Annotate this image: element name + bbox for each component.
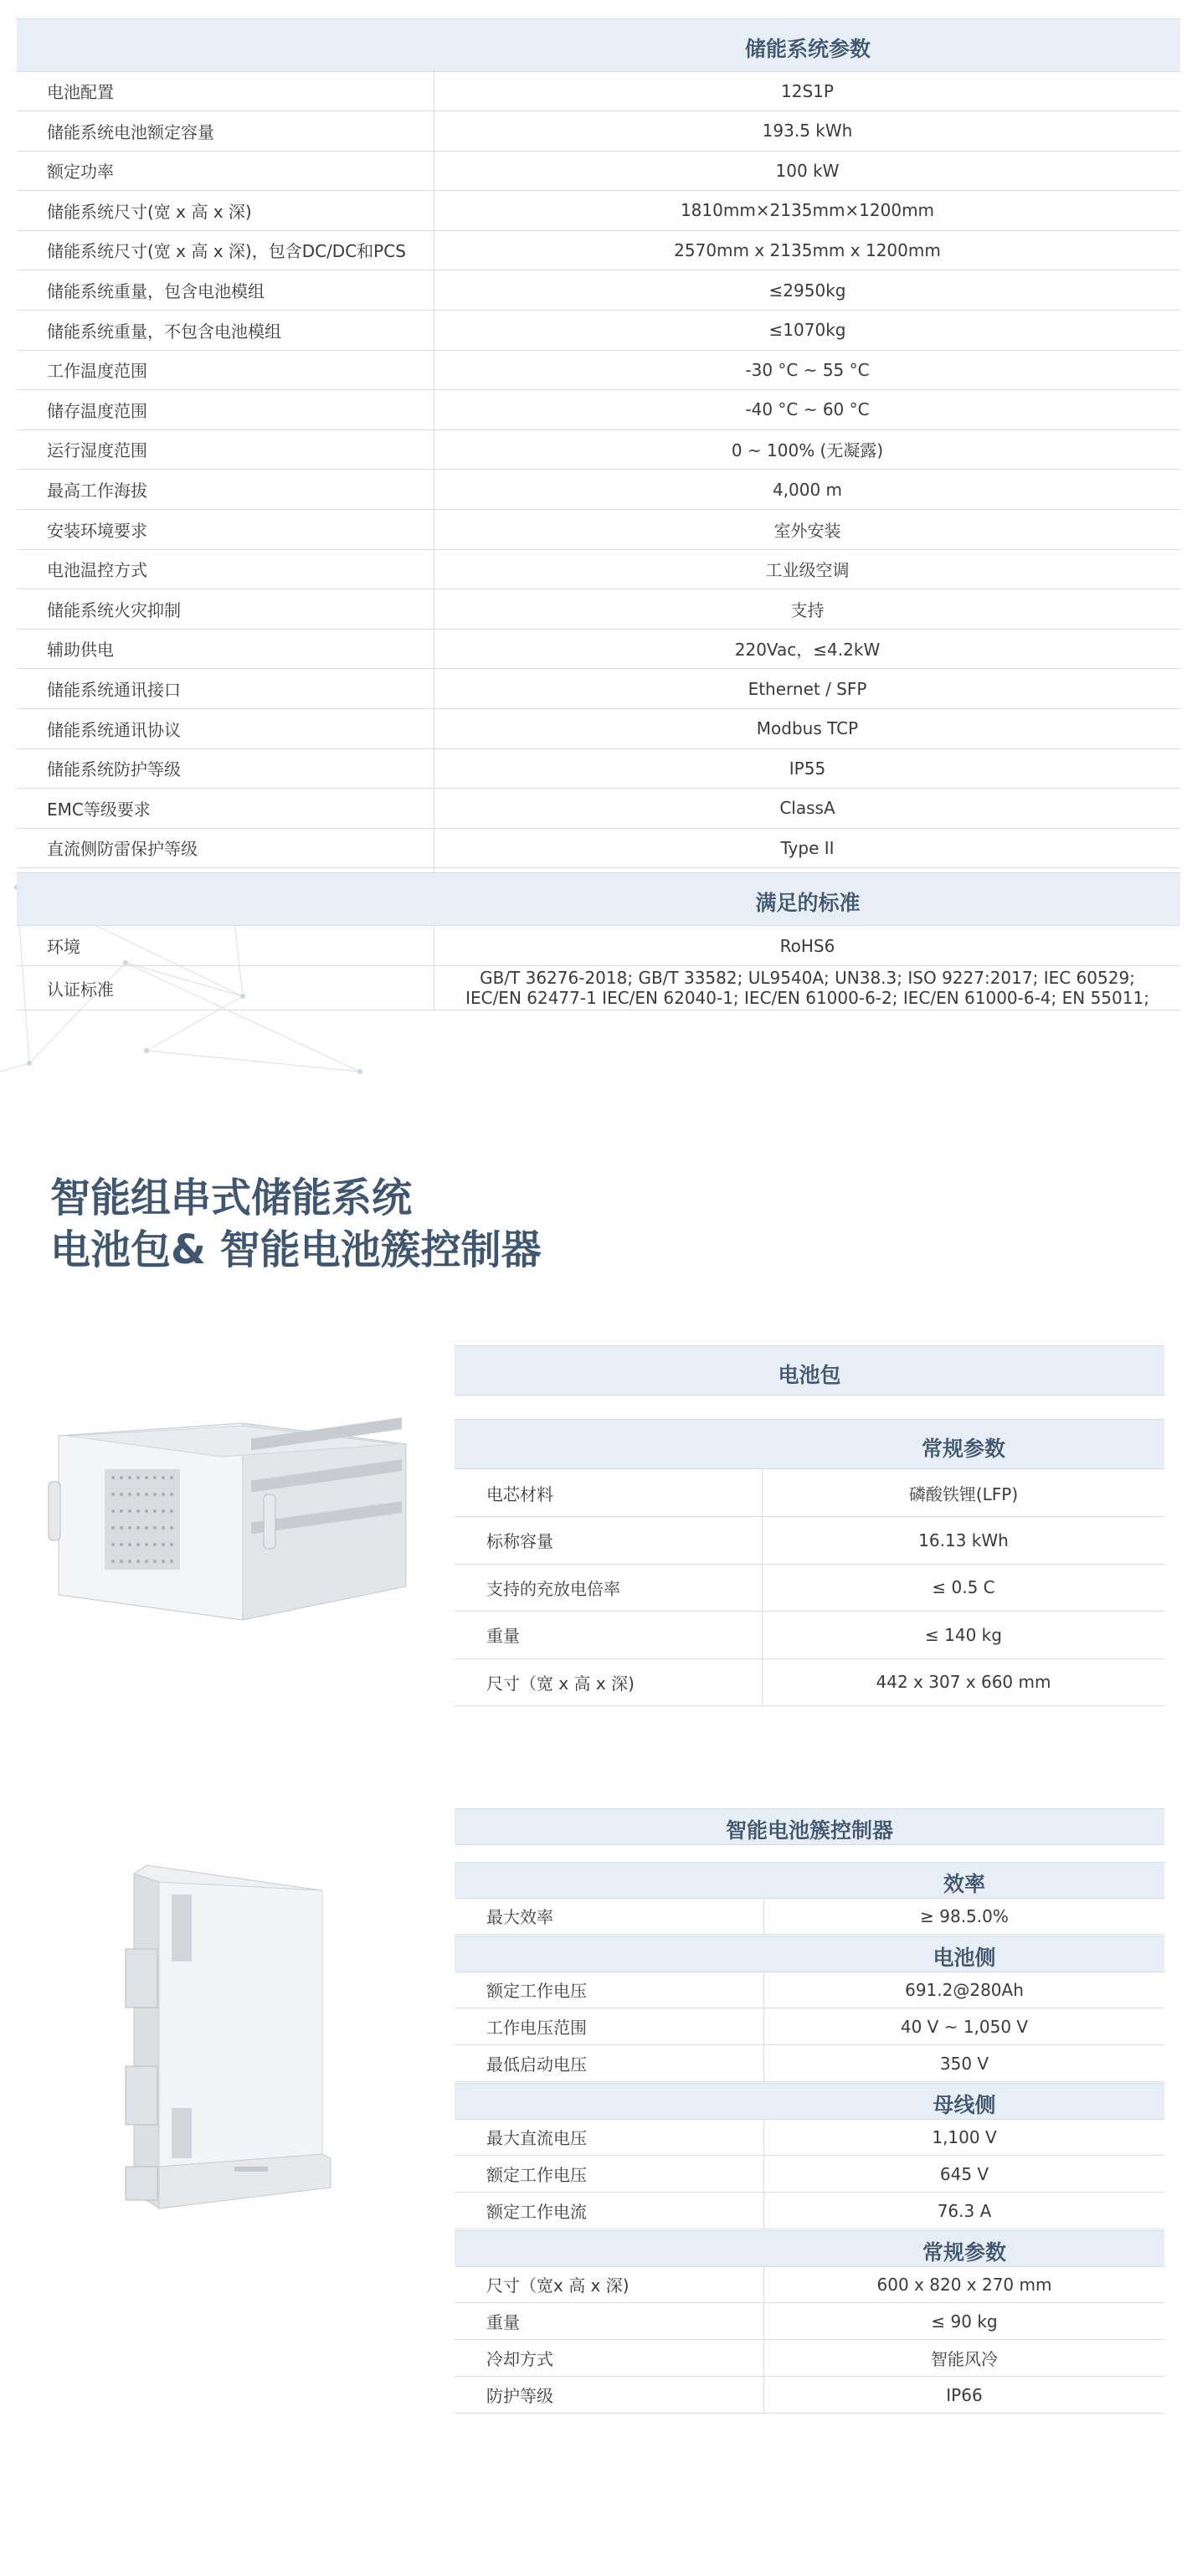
row-label: 额定功率 (47, 162, 114, 183)
table-row (17, 350, 1180, 390)
table-row (17, 629, 1180, 669)
row-value: 350 V (939, 2053, 989, 2074)
row-value: 100 kW (775, 160, 840, 181)
row-label: 电池配置 (47, 82, 114, 102)
row-value: 691.2@280Ah (905, 1979, 1024, 2000)
row-value: -30 °C ~ 55 °C (745, 359, 870, 380)
standards-header (17, 872, 1180, 926)
row-label: 尺寸（宽 x 高 x 深) (486, 1673, 635, 1694)
table-row (17, 926, 1180, 966)
table-row (17, 151, 1180, 191)
table-row (455, 1517, 1164, 1565)
table-row (17, 748, 1180, 789)
row-label: 重量 (486, 1626, 520, 1646)
table-row (17, 789, 1180, 829)
row-label: 认证标准 (47, 979, 114, 1000)
row-label: 储能系统重量，不包含电池模组 (47, 321, 281, 342)
row-label: 储能系统火灾抑制 (47, 599, 181, 620)
storage-params-title: 储能系统参数 (744, 37, 871, 61)
battery-pack-image (33, 1386, 419, 1637)
section-title-line1: 智能组串式储能系统 (50, 1175, 413, 1221)
table-row (17, 390, 1180, 430)
table-row (17, 589, 1180, 630)
table-row (17, 709, 1180, 749)
row-value: 645 V (939, 2163, 989, 2184)
row-label: 标称容量 (486, 1531, 553, 1551)
row-value: 12S1P (781, 80, 834, 101)
group-title: 效率 (943, 1872, 985, 1896)
table-row (455, 1898, 1164, 1935)
battery-pack-title: 电池包 (778, 1363, 841, 1387)
row-label: 直流侧防雷保护等级 (47, 839, 198, 860)
row-label: 工作温度范围 (47, 361, 147, 382)
row-label: 最大直流电压 (486, 2128, 587, 2148)
row-value: ClassA (779, 798, 835, 819)
table-row (17, 828, 1180, 868)
table-row (17, 470, 1180, 510)
row-label: 重量 (486, 2312, 520, 2332)
battery-controller-title: 智能电池簇控制器 (725, 1818, 893, 1843)
row-value: 4,000 m (772, 479, 843, 500)
row-value: Modbus TCP (756, 718, 859, 739)
table-row (455, 2377, 1164, 2414)
storage-params-header (17, 18, 1180, 72)
row-label: EMC等级要求 (47, 799, 151, 820)
table-row (17, 230, 1180, 270)
table-row (17, 311, 1180, 351)
storage-params-table (17, 18, 1180, 1011)
table-row (455, 1972, 1164, 2008)
row-value: IP66 (946, 2384, 983, 2405)
battery-pack-header (455, 1345, 1164, 1396)
row-value: IP55 (789, 758, 826, 779)
row-label: 额定工作电压 (486, 2165, 587, 2185)
table-row (455, 1564, 1164, 1612)
row-label: 储能系统通讯协议 (47, 719, 181, 740)
battery-controller-image (100, 1857, 352, 2225)
row-label: 防护等级 (486, 2386, 553, 2406)
row-label: 储能系统电池额定容量 (47, 121, 214, 142)
row-value: ≤ 90 kg (931, 2311, 998, 2332)
row-value: 工业级空调 (765, 560, 850, 581)
row-label: 储存温度范围 (47, 400, 147, 421)
row-value: 智能风冷 (931, 2349, 998, 2369)
row-value: 16.13 kWh (918, 1530, 1009, 1550)
row-label: 环境 (47, 937, 80, 957)
row-label: 最低启动电压 (486, 2054, 587, 2075)
table-row (455, 2119, 1164, 2156)
table-row (455, 1658, 1164, 1706)
table-row (17, 111, 1180, 152)
battery-controller-table (455, 1808, 1164, 2419)
table-row (455, 2340, 1164, 2377)
battery-pack-subheader (455, 1419, 1164, 1469)
section-title-line2: 电池包& 智能电池簇控制器 (50, 1226, 542, 1273)
row-value: -40 °C ~ 60 °C (745, 399, 870, 420)
row-value: 2570mm x 2135mm x 1200mm (674, 239, 941, 260)
row-label: 最大效率 (486, 1907, 553, 1927)
row-value: 磷酸铁锂(LFP) (908, 1483, 1019, 1504)
table-row (17, 549, 1180, 589)
row-label: 储能系统重量，包含电池模组 (47, 281, 265, 301)
row-label: 辅助供电 (47, 640, 114, 661)
row-value: 76.3 A (937, 2200, 992, 2221)
row-value: 1,100 V (932, 2126, 997, 2147)
row-label: 储能系统通讯接口 (47, 680, 181, 700)
table-row (17, 669, 1180, 709)
row-value-line1: GB/T 36276-2018; GB/T 33582; UL9540A; UN38.3; ISO 9227:2017; IEC 60529; (480, 968, 1135, 988)
table-row (455, 1469, 1164, 1517)
row-value: 室外安装 (773, 520, 841, 541)
row-label: 储能系统防护等级 (47, 759, 181, 780)
group-header (455, 1936, 1164, 1972)
group-title: 母线侧 (933, 2093, 996, 2117)
table-row (455, 2193, 1164, 2229)
row-label: 运行湿度范围 (47, 440, 147, 461)
battery-controller-header (455, 1808, 1164, 1845)
section-title (50, 1172, 542, 1276)
row-value: 0 ~ 100% (无凝露) (731, 440, 884, 461)
row-value: 1810mm×2135mm×1200mm (680, 200, 935, 221)
table-row (17, 510, 1180, 550)
row-value: 40 V ~ 1,050 V (900, 2016, 1029, 2037)
row-label: 储能系统尺寸(宽 x 高 x 深)，包含DC/DC和PCS (47, 241, 406, 262)
row-value: 442 x 307 x 660 mm (876, 1672, 1051, 1692)
standards-title: 满足的标准 (755, 891, 861, 915)
table-row (455, 2266, 1164, 2303)
row-label: 安装环境要求 (47, 520, 147, 541)
row-label: 支持的充放电倍率 (486, 1578, 620, 1599)
row-value: ≤ 0.5 C (932, 1577, 995, 1597)
table-row (455, 2156, 1164, 2193)
row-label: 工作电压范围 (486, 2018, 587, 2038)
row-label: 额定工作电压 (486, 1981, 587, 2001)
row-label: 储能系统尺寸(宽 x 高 x 深) (47, 201, 252, 222)
row-value: ≤1070kg (768, 320, 846, 341)
group-header (455, 2083, 1164, 2120)
row-value-line2: IEC/EN 62477-1 IEC/EN 62040-1; IEC/EN 61000-6-2; IEC/EN 61000-6-4; EN 55011; (465, 988, 1149, 1008)
group-title: 电池侧 (933, 1946, 996, 1970)
row-value: 220Vac，≤4.2kW (734, 640, 881, 661)
table-row (455, 2008, 1164, 2045)
battery-pack-table (455, 1345, 1164, 1722)
table-row (17, 191, 1180, 231)
row-label: 额定工作电流 (486, 2202, 587, 2222)
table-row (17, 429, 1180, 470)
group-header (455, 2230, 1164, 2267)
table-row (17, 966, 1180, 1010)
table-row (455, 1612, 1164, 1659)
row-value: ≤2950kg (768, 280, 846, 301)
group-header (455, 1862, 1164, 1899)
row-label: 冷却方式 (486, 2349, 553, 2369)
table-row (17, 71, 1180, 111)
row-label: 电芯材料 (486, 1483, 553, 1504)
battery-pack-subtitle: 常规参数 (921, 1437, 1005, 1461)
row-value: ≤ 140 kg (925, 1624, 1002, 1645)
row-label: 电池温控方式 (47, 560, 147, 581)
table-row (455, 2045, 1164, 2082)
table-row (17, 270, 1180, 311)
row-value: Type II (780, 837, 835, 858)
row-label: 最高工作海拔 (47, 481, 147, 501)
group-title: 常规参数 (922, 2240, 1006, 2265)
row-label: 尺寸（宽x 高 x 深) (486, 2275, 629, 2296)
row-value: RoHS6 (779, 935, 835, 956)
row-value: Ethernet / SFP (748, 678, 867, 699)
row-value: 支持 (790, 599, 825, 620)
table-row (455, 2303, 1164, 2340)
row-value: ≥ 98.5.0% (920, 1905, 1009, 1926)
row-value: 600 x 820 x 270 mm (876, 2274, 1052, 2295)
row-value: 193.5 kWh (762, 121, 853, 141)
